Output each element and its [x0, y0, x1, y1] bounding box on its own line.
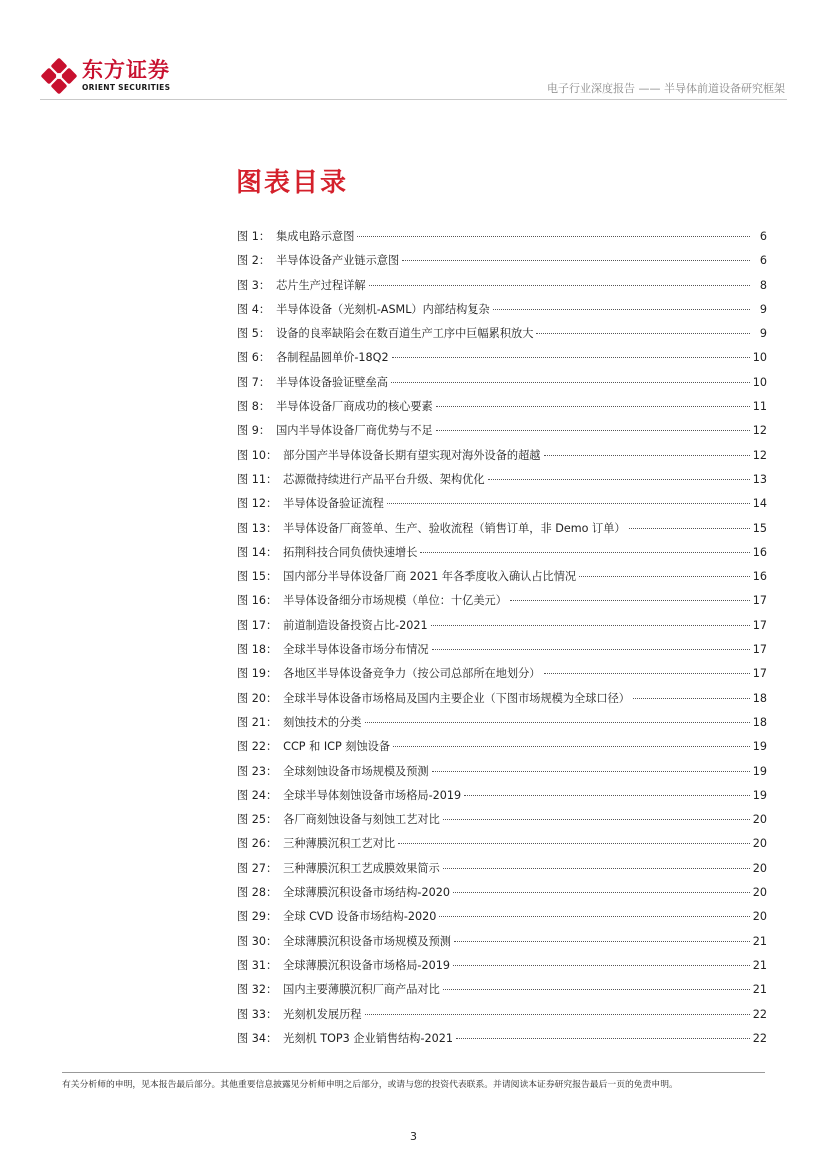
toc-entry-title: 光刻机发展历程	[283, 1007, 362, 1021]
orient-securities-logo-icon	[40, 58, 78, 94]
toc-dot-leader	[436, 405, 750, 407]
toc-entry[interactable]	[237, 1030, 767, 1054]
toc-dot-leader	[443, 867, 750, 869]
toc-dot-leader	[387, 502, 750, 504]
toc-entry[interactable]	[237, 349, 767, 373]
footer-disclaimer: 有关分析师的申明，见本报告最后部分。其他重要信息披露见分析师申明之后部分，或请与您的投资代表联系。并请阅读本证券研究报告最后一页的免责申明。	[62, 1080, 678, 1090]
toc-entry[interactable]	[237, 544, 767, 568]
toc-entry-number: 图 2：	[237, 254, 271, 268]
toc-entry-title: 拓荆科技合同负债快速增长	[283, 545, 418, 559]
company-logo	[40, 58, 180, 94]
toc-entry[interactable]	[237, 665, 767, 689]
toc-entry-title: 全球半导体刻蚀设备市场格局-2019	[283, 788, 462, 802]
toc-entry[interactable]	[237, 957, 767, 981]
toc-entry[interactable]	[237, 301, 767, 325]
toc-entry-number: 图 3：	[237, 278, 271, 292]
toc-dot-leader	[365, 1013, 750, 1015]
toc-entry-number: 图 9：	[237, 424, 271, 438]
toc-entry-page: 20	[752, 910, 767, 924]
toc-entry[interactable]	[237, 398, 767, 422]
toc-dot-leader	[536, 332, 750, 334]
toc-dot-leader	[357, 235, 750, 237]
toc-entry-page: 6	[759, 254, 767, 268]
toc-entry-title: 各厂商刻蚀设备与刻蚀工艺对比	[283, 813, 440, 827]
toc-dot-leader	[420, 551, 749, 553]
page-number: 3	[410, 1130, 417, 1143]
toc-entry-title: 半导体设备产业链示意图	[276, 254, 400, 268]
toc-entry[interactable]	[237, 471, 767, 495]
toc-entry[interactable]	[237, 617, 767, 641]
toc-entry-number: 图 4：	[237, 302, 271, 316]
toc-entry-title: 全球半导体设备市场格局及国内主要企业（下图市场规模为全球口径）	[283, 691, 630, 705]
toc-entry-page: 10	[752, 375, 767, 389]
toc-entry-number: 图 25：	[237, 813, 278, 827]
toc-entry-title: 半导体设备厂商成功的核心要素	[276, 400, 433, 414]
toc-entry-number: 图 12：	[237, 497, 278, 511]
toc-entry-title: 部分国产半导体设备长期有望实现对海外设备的超越	[283, 448, 541, 462]
toc-dot-leader	[544, 454, 750, 456]
toc-entry[interactable]	[237, 787, 767, 811]
toc-entry-page: 6	[759, 230, 767, 243]
toc-entry-number: 图 23：	[237, 764, 278, 778]
toc-entry-number: 图 1：	[237, 230, 271, 243]
toc-dot-leader	[432, 648, 750, 650]
logo-chinese-name: 东方证券	[82, 58, 170, 82]
toc-entry-title: 全球刻蚀设备市场规模及预测	[283, 764, 429, 778]
toc-entry-number: 图 28：	[237, 886, 278, 900]
toc-entry-number: 图 11：	[237, 472, 278, 486]
toc-entry-page: 17	[752, 618, 767, 632]
toc-entry-number: 图 16：	[237, 594, 278, 608]
toc-entry-number: 图 14：	[237, 545, 278, 559]
toc-entry-page: 20	[752, 861, 767, 875]
page-title: 图表目录	[236, 168, 349, 198]
toc-dot-leader	[436, 429, 750, 431]
toc-entry-title: 全球薄膜沉积设备市场规模及预测	[283, 934, 451, 948]
toc-dot-leader	[398, 842, 750, 844]
toc-entry[interactable]	[237, 811, 767, 835]
figure-table-of-contents	[237, 228, 767, 1054]
toc-dot-leader	[488, 478, 750, 480]
header-divider	[40, 99, 787, 100]
toc-entry-page: 19	[752, 740, 767, 754]
toc-entry-title: 前道制造设备投资占比-2021	[283, 618, 428, 632]
toc-entry-title: 三种薄膜沉积工艺对比	[283, 837, 396, 851]
toc-entry[interactable]	[237, 714, 767, 738]
toc-entry-number: 图 17：	[237, 618, 278, 632]
toc-entry-page: 15	[752, 521, 767, 535]
footer-divider	[62, 1072, 765, 1073]
toc-entry-title: 三种薄膜沉积工艺成膜效果简示	[283, 861, 440, 875]
toc-entry-page: 9	[759, 327, 767, 341]
toc-dot-leader	[443, 988, 750, 990]
toc-entry-title: 全球 CVD 设备市场结构-2020	[283, 910, 437, 924]
toc-entry-number: 图 32：	[237, 983, 278, 997]
toc-entry[interactable]	[237, 738, 767, 762]
toc-entry-title: 半导体设备验证流程	[283, 497, 384, 511]
toc-entry-title: 芯源微持续进行产品平台升级、架构优化	[283, 472, 485, 486]
toc-dot-leader	[392, 356, 750, 358]
toc-dot-leader	[633, 697, 750, 699]
toc-dot-leader	[369, 284, 750, 286]
toc-entry-number: 图 10：	[237, 448, 278, 462]
toc-dot-leader	[432, 770, 750, 772]
toc-entry-title: CCP 和 ICP 刻蚀设备	[283, 740, 391, 754]
toc-entry-title: 半导体设备厂商签单、生产、验收流程（销售订单，非 Demo 订单）	[283, 521, 626, 535]
toc-dot-leader	[464, 794, 750, 796]
toc-entry-page: 17	[752, 667, 767, 681]
toc-dot-leader	[402, 259, 750, 261]
toc-entry-page: 20	[752, 813, 767, 827]
toc-entry[interactable]	[237, 252, 767, 276]
toc-entry[interactable]	[237, 1006, 767, 1030]
logo-english-name: ORIENT SECURITIES	[82, 83, 171, 92]
toc-entry-number: 图 6：	[237, 351, 271, 365]
toc-dot-leader	[443, 818, 750, 820]
toc-dot-leader	[629, 527, 750, 529]
toc-entry-number: 图 24：	[237, 788, 278, 802]
toc-entry[interactable]	[237, 520, 767, 544]
toc-entry[interactable]	[237, 763, 767, 787]
toc-entry-title: 光刻机 TOP3 企业销售结构-2021	[283, 1031, 453, 1045]
toc-dot-leader	[544, 672, 750, 674]
toc-entry-title: 各制程晶圆单价-18Q2	[276, 351, 389, 365]
toc-entry-title: 国内主要薄膜沉积厂商产品对比	[283, 983, 440, 997]
toc-entry-title: 刻蚀技术的分类	[283, 715, 362, 729]
toc-entry-title: 全球薄膜沉积设备市场格局-2019	[283, 958, 450, 972]
toc-dot-leader	[510, 599, 750, 601]
toc-dot-leader	[439, 915, 749, 917]
toc-entry-page: 17	[752, 594, 767, 608]
toc-entry-number: 图 5：	[237, 327, 271, 341]
toc-entry[interactable]	[237, 568, 767, 592]
toc-entry-page: 10	[752, 351, 767, 365]
toc-entry-number: 图 19：	[237, 667, 278, 681]
toc-entry-page: 22	[752, 1007, 767, 1021]
toc-dot-leader	[456, 1037, 750, 1039]
toc-entry-number: 图 31：	[237, 958, 278, 972]
toc-entry-page: 19	[752, 788, 767, 802]
toc-entry[interactable]	[237, 495, 767, 519]
toc-entry-page: 17	[752, 643, 767, 657]
toc-entry[interactable]	[237, 884, 767, 908]
toc-entry-number: 图 13：	[237, 521, 278, 535]
toc-dot-leader	[431, 624, 750, 626]
toc-entry-page: 21	[752, 934, 767, 948]
toc-entry-page: 19	[752, 764, 767, 778]
toc-entry-number: 图 26：	[237, 837, 278, 851]
toc-entry-number: 图 29：	[237, 910, 278, 924]
toc-entry-page: 18	[752, 691, 767, 705]
toc-entry[interactable]	[237, 933, 767, 957]
toc-entry-number: 图 8：	[237, 400, 271, 414]
toc-entry[interactable]	[237, 325, 767, 349]
toc-dot-leader	[453, 891, 750, 893]
toc-dot-leader	[579, 575, 750, 577]
toc-entry[interactable]	[237, 690, 767, 714]
toc-entry-page: 20	[752, 837, 767, 851]
toc-dot-leader	[454, 940, 750, 942]
toc-entry-number: 图 7：	[237, 375, 271, 389]
toc-entry-title: 全球薄膜沉积设备市场结构-2020	[283, 886, 450, 900]
report-header-title: 电子行业深度报告 —— 半导体前道设备研究框架	[547, 82, 785, 95]
toc-entry-number: 图 27：	[237, 861, 278, 875]
toc-entry[interactable]	[237, 981, 767, 1005]
toc-entry-title: 国内部分半导体设备厂商 2021 年各季度收入确认占比情况	[283, 570, 577, 584]
toc-entry[interactable]	[237, 835, 767, 859]
toc-entry[interactable]	[237, 860, 767, 884]
toc-entry[interactable]	[237, 908, 767, 932]
toc-entry[interactable]	[237, 277, 767, 301]
toc-entry[interactable]	[237, 228, 767, 252]
toc-entry-title: 设备的良率缺陷会在数百道生产工序中巨幅累积放大	[276, 327, 534, 341]
toc-entry-page: 9	[759, 302, 767, 316]
toc-entry[interactable]	[237, 374, 767, 398]
toc-entry[interactable]	[237, 447, 767, 471]
toc-entry-title: 芯片生产过程详解	[276, 278, 366, 292]
toc-entry-number: 图 34：	[237, 1031, 278, 1045]
toc-entry-page: 21	[752, 958, 767, 972]
toc-entry-title: 国内半导体设备厂商优势与不足	[276, 424, 433, 438]
toc-entry-page: 21	[752, 983, 767, 997]
toc-dot-leader	[365, 721, 750, 723]
toc-entry-title: 全球半导体设备市场分布情况	[283, 643, 429, 657]
toc-entry-page: 8	[759, 278, 767, 292]
toc-entry-number: 图 33：	[237, 1007, 278, 1021]
toc-entry-page: 12	[752, 424, 767, 438]
toc-entry-page: 20	[752, 886, 767, 900]
toc-entry-title: 半导体设备（光刻机-ASML）内部结构复杂	[276, 302, 490, 316]
toc-entry[interactable]	[237, 422, 767, 446]
toc-entry-title: 各地区半导体设备竞争力（按公司总部所在地划分）	[283, 667, 541, 681]
toc-dot-leader	[391, 381, 750, 383]
toc-entry-page: 18	[752, 715, 767, 729]
toc-entry-title: 半导体设备验证壁垒高	[276, 375, 388, 389]
toc-entry-page: 16	[752, 570, 767, 584]
toc-dot-leader	[453, 964, 750, 966]
toc-entry-title: 半导体设备细分市场规模（单位：十亿美元）	[283, 594, 507, 608]
toc-dot-leader	[493, 308, 750, 310]
toc-entry-number: 图 21：	[237, 715, 278, 729]
toc-entry-page: 12	[752, 448, 767, 462]
toc-entry-number: 图 30：	[237, 934, 278, 948]
toc-entry[interactable]	[237, 641, 767, 665]
toc-entry-number: 图 15：	[237, 570, 278, 584]
toc-entry-number: 图 18：	[237, 643, 278, 657]
toc-dot-leader	[393, 745, 750, 747]
toc-entry-page: 14	[752, 497, 767, 511]
toc-entry-title: 集成电路示意图	[276, 230, 355, 243]
toc-entry-page: 11	[752, 400, 767, 414]
toc-entry-page: 16	[752, 545, 767, 559]
toc-entry-page: 13	[752, 472, 767, 486]
toc-entry-number: 图 22：	[237, 740, 278, 754]
toc-entry-number: 图 20：	[237, 691, 278, 705]
toc-entry[interactable]	[237, 592, 767, 616]
toc-entry-page: 22	[752, 1031, 767, 1045]
